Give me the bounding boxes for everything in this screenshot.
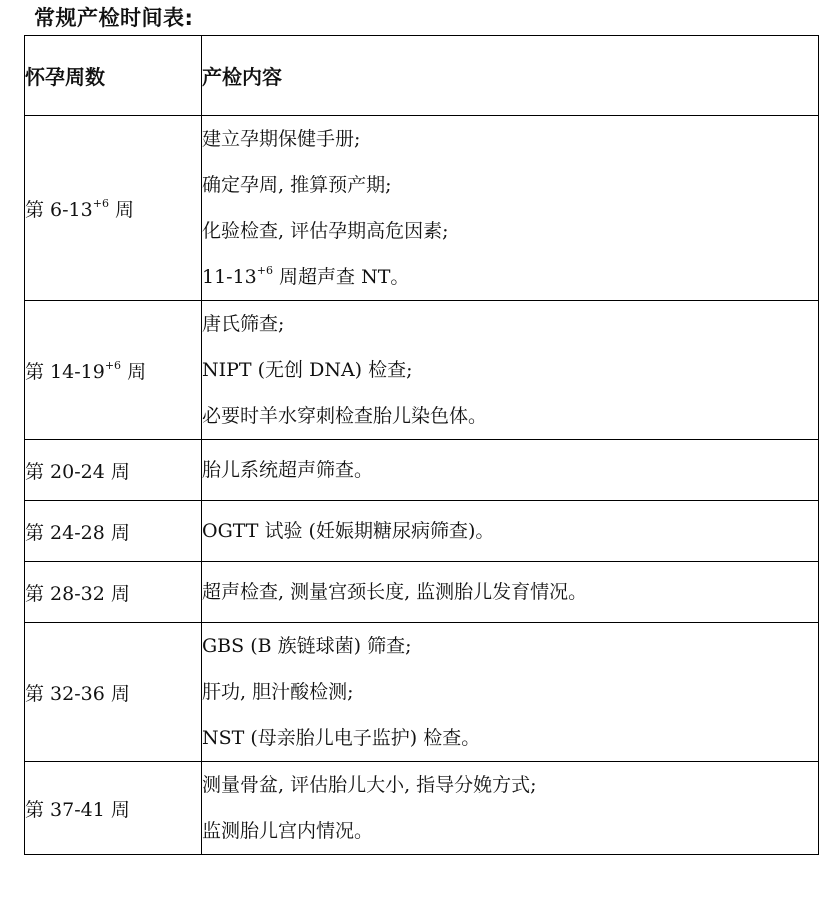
week-cell <box>25 762 202 855</box>
content-line <box>202 347 818 393</box>
table-row <box>25 116 819 301</box>
text: 必要时羊水穿刺检查胎儿染色体。 <box>202 405 488 427</box>
text-main: 第 6-13 <box>25 198 93 221</box>
header-week: 怀孕周数 <box>25 36 202 116</box>
text-suffix: 周超声查 NT。 <box>273 266 410 288</box>
text: 监测胎儿宫内情况。 <box>202 820 374 842</box>
content-cell <box>202 116 819 301</box>
week-cell <box>25 301 202 440</box>
text: 确定孕周, 推算预产期; <box>202 174 392 196</box>
text-main: 第 24-28 周 <box>25 521 130 544</box>
text: OGTT 试验 (妊娠期糖尿病筛查)。 <box>202 520 495 542</box>
table-row <box>25 301 819 440</box>
header-content: 产检内容 <box>202 36 819 116</box>
text: 肝功, 胆汁酸检测; <box>202 681 354 703</box>
content-line <box>202 440 818 500</box>
text-suffix: 周 <box>121 360 147 383</box>
text: 胎儿系统超声筛查。 <box>202 459 374 481</box>
content-line <box>202 808 818 854</box>
text-main: 第 32-36 周 <box>25 682 130 705</box>
text-main: 第 28-32 周 <box>25 582 130 605</box>
superscript: +6 <box>256 264 273 277</box>
week-cell <box>25 440 202 501</box>
text: GBS (B 族链球菌) 筛查; <box>202 635 412 657</box>
text-main: 第 14-19 <box>25 360 105 383</box>
content-line <box>202 254 818 300</box>
superscript: +6 <box>104 358 122 372</box>
table-row <box>25 623 819 762</box>
text: 测量骨盆, 评估胎儿大小, 指导分娩方式; <box>202 774 537 796</box>
text-main: 第 20-24 周 <box>25 460 130 483</box>
text-main: 第 37-41 周 <box>25 798 130 821</box>
table-row <box>25 762 819 855</box>
text-main: 11-13 <box>202 266 257 288</box>
text-suffix: 周 <box>108 198 134 221</box>
week-cell <box>25 116 202 301</box>
content-line <box>202 301 818 347</box>
content-cell <box>202 301 819 440</box>
content-line <box>202 715 818 761</box>
week-cell <box>25 623 202 762</box>
content-line <box>202 208 818 254</box>
table-body <box>25 116 819 855</box>
content-line <box>202 669 818 715</box>
document-title: 常规产检时间表: <box>34 6 194 30</box>
content-cell <box>202 501 819 562</box>
table-row <box>25 501 819 562</box>
content-line <box>202 623 818 669</box>
text: 超声检查, 测量宫颈长度, 监测胎儿发育情况。 <box>202 581 588 603</box>
prenatal-schedule-table <box>24 35 819 855</box>
table-header-row <box>25 36 819 116</box>
content-line <box>202 762 818 808</box>
content-line <box>202 393 818 439</box>
table-row <box>25 440 819 501</box>
content-cell <box>202 762 819 855</box>
text: 唐氏筛查; <box>202 313 285 335</box>
superscript: +6 <box>92 196 109 210</box>
text: 建立孕期保健手册; <box>202 128 361 150</box>
content-cell <box>202 440 819 501</box>
text: NST (母亲胎儿电子监护) 检查。 <box>202 727 481 749</box>
content-line <box>202 116 818 162</box>
content-cell <box>202 562 819 623</box>
content-cell <box>202 623 819 762</box>
text: NIPT (无创 DNA) 检查; <box>202 359 413 381</box>
week-cell <box>25 562 202 623</box>
content-line <box>202 562 818 622</box>
week-cell <box>25 501 202 562</box>
content-line <box>202 501 818 561</box>
text: 化验检查, 评估孕期高危因素; <box>202 220 449 242</box>
content-line <box>202 162 818 208</box>
table-row <box>25 562 819 623</box>
